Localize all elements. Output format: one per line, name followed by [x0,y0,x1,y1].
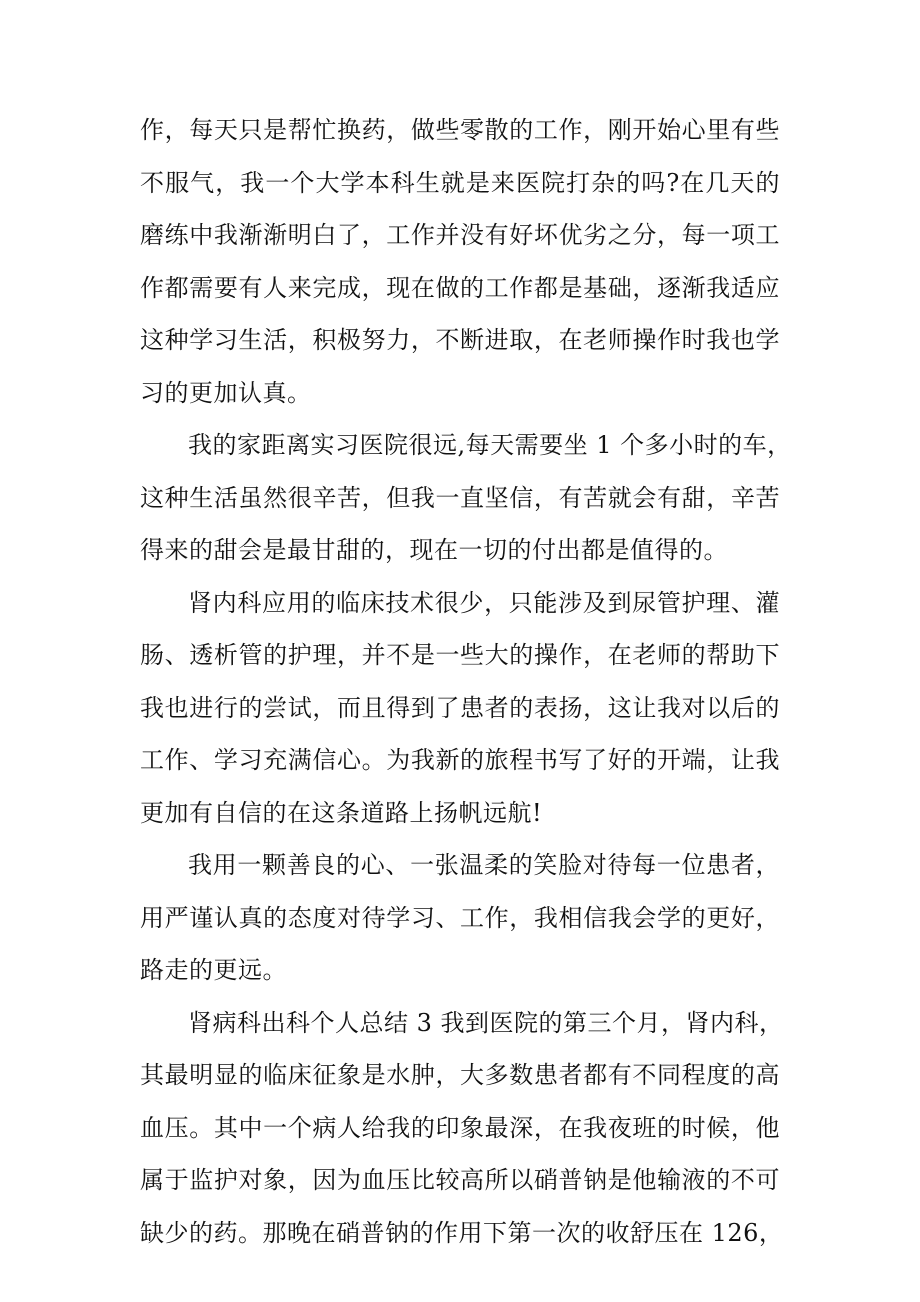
paragraph-1 [140,104,780,419]
text-line: 我的家距离实习医院很远,每天需要坐 1 个多小时的车， [188,431,792,459]
text-line: 我也进行的尝试，而且得到了患者的表扬，这让我对以后的 [140,693,780,722]
text-line: 更加有自信的在这条道路上扬帆远航! [140,798,543,827]
text-line: 得来的甜会是最甘甜的，现在一切的付出都是值得的。 [140,536,728,564]
text-line: 血压。其中一个病人给我的印象最深，在我夜班的时候，他 [140,1113,780,1142]
text-line: 作都需要有人来完成，现在做的工作都是基础，逐渐我适应 [140,273,780,302]
text-line: 习的更加认真。 [140,378,312,407]
text-line: 这种学习生活，积极努力，不断进取，在老师操作时我也学 [140,326,780,354]
paragraph-3 [140,577,780,840]
text-line: 属于监护对象，因为血压比较高所以硝普钠是他输液的不可 [140,1166,780,1194]
text-line: 其最明显的临床征象是水肿，大多数患者都有不同程度的高 [140,1061,780,1089]
text-line: 工作、学习充满信心。为我新的旅程书写了好的开端，让我 [140,746,780,774]
text-line: 缺少的药。那晚在硝普钠的作用下第一次的收舒压在 126， [140,1218,784,1247]
paragraph-5 [140,997,784,1260]
text-line: 肠、透析管的护理，并不是一些大的操作，在老师的帮助下 [140,641,780,669]
text-line: 这种生活虽然很辛苦，但我一直坚信，有苦就会有甜，辛苦 [140,483,780,512]
text-line: 肾内科应用的临床技术很少，只能涉及到尿管护理、灌 [188,588,780,617]
paragraph-2 [140,419,792,577]
text-line: 不服气，我一个大学本科生就是来医院打杂的吗?在几天的 [140,168,780,197]
document-body [140,104,792,1259]
text-line: 肾病科出科个人总结 3 我到医院的第三个月，肾内科， [188,1008,784,1037]
text-line: 作，每天只是帮忙换药，做些零散的工作，刚开始心里有些 [140,116,780,144]
text-line: 我用一颗善良的心、一张温柔的笑脸对待每一位患者， [188,851,780,879]
text-line: 用严谨认真的态度对待学习、工作，我相信我会学的更好， [140,903,780,932]
paragraph-4 [140,839,780,997]
text-line: 路走的更远。 [140,956,287,984]
text-line: 磨练中我渐渐明白了，工作并没有好坏优劣之分，每一项工 [140,221,780,249]
